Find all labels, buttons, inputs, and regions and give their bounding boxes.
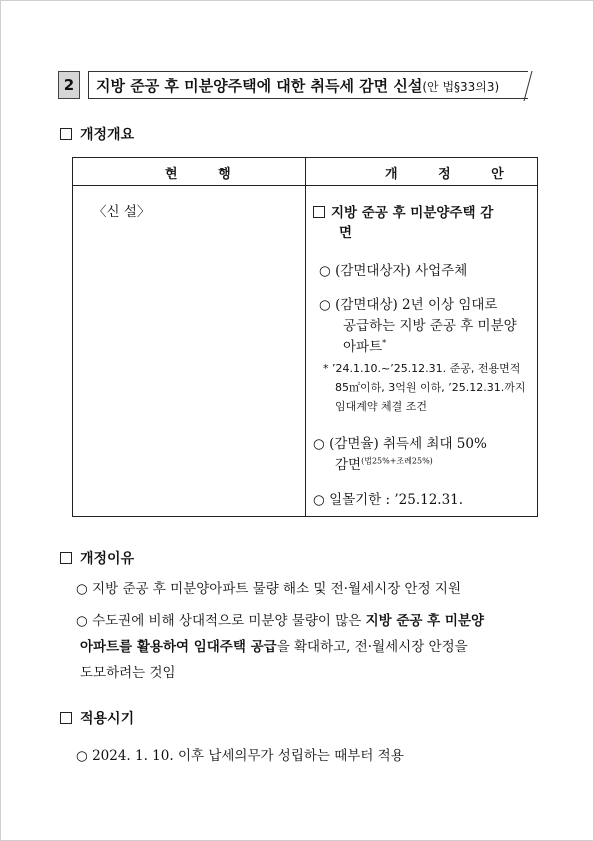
- item-target-line3: 아파트*: [343, 338, 387, 355]
- comparison-table: [72, 157, 538, 517]
- item-target-line1: ○ (감면대상) 2년 이상 임대로: [319, 297, 498, 313]
- reason-2-bold2: 아파트를 활용하여 임대주택 공급: [80, 639, 277, 655]
- item-rate-line1: ○ (감면율) 취득세 최대 50%: [313, 436, 487, 452]
- heading-reason: 개정이유: [60, 548, 134, 568]
- reason-1: ○ 지방 준공 후 미분양아파트 물량 해소 및 전·월세시장 안정 지원: [76, 581, 462, 597]
- square-bullet-icon: [60, 552, 72, 564]
- heading-effective: 적용시기: [60, 708, 134, 728]
- square-bullet-icon: [60, 128, 72, 140]
- heading-overview: 개정개요: [60, 124, 134, 144]
- section-title: [58, 71, 538, 101]
- reason-2-bold1: 지방 준공 후 미분양: [365, 613, 485, 629]
- proposal-heading: 지방 준공 후 미분양주택 감: [313, 201, 493, 221]
- note-line2: 85㎡이하, 3억원 이하, ’25.12.31.까지: [335, 381, 526, 394]
- note-line3: 임대계약 체결 조건: [335, 400, 428, 413]
- reason-2-line1: ○ 수도권에 비해 상대적으로 미분양 물량이 많은 지방 준공 후 미분양: [76, 613, 485, 629]
- proposal-heading-cont: 면: [339, 225, 353, 241]
- square-bullet-icon: [313, 206, 325, 218]
- header-current: 현 행: [165, 167, 249, 182]
- item-rate-line2: 감면$^{(법25\%+조례25\%)}$: [335, 456, 433, 473]
- reason-2-line3: 도모하려는 것임: [80, 665, 176, 681]
- effective-text: ○ 2024. 1. 10. 이후 납세의무가 성립하는 때부터 적용: [76, 748, 404, 764]
- title-sub: (안 법§33의3): [422, 80, 500, 94]
- note-line1: * ’24.1.10.~’25.12.31. 준공, 전용면적: [323, 362, 521, 375]
- item-target-entity: ○ (감면대상자) 사업주체: [319, 263, 468, 279]
- header-proposal: 개 정 안: [385, 167, 522, 182]
- square-bullet-icon: [60, 712, 72, 724]
- rate-breakdown: (법25%+조례25%): [361, 456, 433, 466]
- reason-2-line2: 아파트를 활용하여 임대주택 공급을 확대하고, 전·월세시장 안정을: [80, 639, 468, 655]
- footnote-mark: *: [382, 338, 387, 348]
- title-main: 지방 준공 후 미분양주택에 대한 취득세 감면 신설: [96, 77, 423, 95]
- column-divider: [305, 158, 306, 516]
- current-text: 〈신 설〉: [93, 204, 151, 220]
- page-title: [96, 75, 499, 96]
- section-number: 2: [58, 71, 80, 99]
- item-target-line2: 공급하는 지방 준공 후 미분양: [343, 318, 517, 334]
- item-sunset: ○ 일몰기한 : ’25.12.31.: [313, 492, 464, 508]
- title-slash-decoration: [522, 71, 536, 101]
